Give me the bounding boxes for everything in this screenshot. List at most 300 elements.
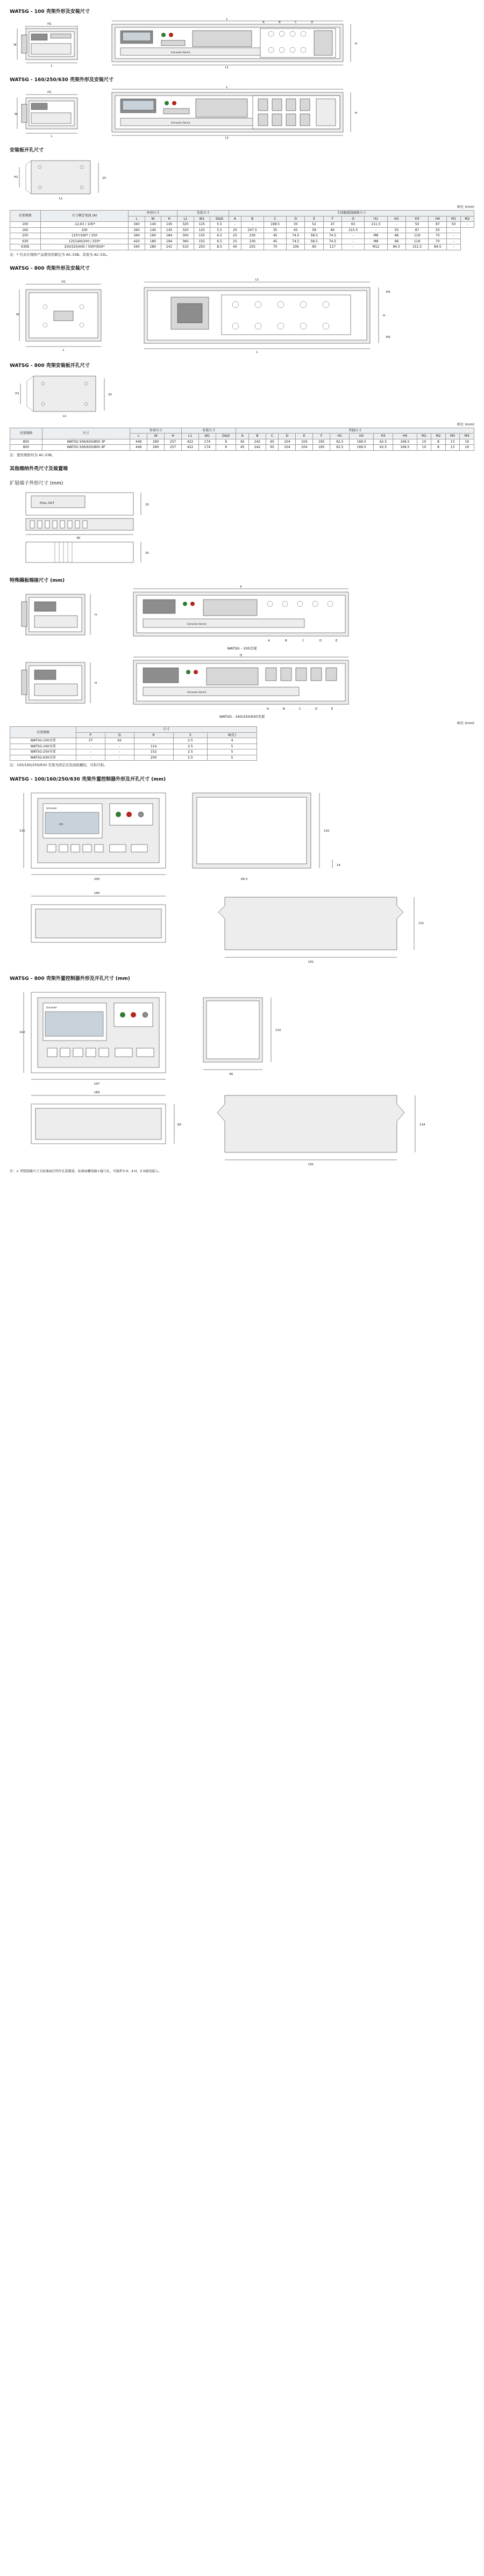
table-3-wrapper xyxy=(10,726,474,767)
table-cell: 360 xyxy=(177,239,194,244)
table-cell: 25 xyxy=(229,239,241,244)
table-cell: 84.5 xyxy=(387,244,405,250)
th-H2: H2 xyxy=(387,216,405,222)
drawing-watsg-160-250-630 xyxy=(10,85,474,139)
table-cell: 194 xyxy=(161,239,177,244)
dim-191: 191 xyxy=(308,960,314,964)
table-cell: 125 xyxy=(194,227,210,233)
table-cell: 58.5 xyxy=(305,239,323,244)
svg-text:H: H xyxy=(95,682,97,686)
table-cell: 211.5 xyxy=(365,222,387,228)
svg-text:H: H xyxy=(355,42,358,46)
dim-197: 197 xyxy=(94,1082,100,1086)
table-cell: 58.5 xyxy=(305,233,323,239)
table-cell: 174 xyxy=(199,439,216,445)
th3-S: S xyxy=(173,732,207,738)
table-cell: 198.5 xyxy=(264,222,286,228)
table-cell: 290 xyxy=(147,439,165,445)
svg-text:Schneider Electric: Schneider Electric xyxy=(187,691,207,694)
th2-other: 其他尺寸 xyxy=(236,428,474,434)
svg-text:D: D xyxy=(315,708,318,711)
th2-D: D xyxy=(279,434,296,439)
th2-M1: M1 xyxy=(417,434,431,439)
th-H3: H3 xyxy=(405,216,428,222)
section-5-title: WATSG - 800 壳架安装板开孔尺寸 xyxy=(10,363,90,369)
th2-L1: L1 xyxy=(182,434,199,439)
table-cell: - xyxy=(76,749,105,755)
dim-14: 14 xyxy=(337,863,340,867)
table-cell: 449 xyxy=(130,439,147,445)
table-cell: 320 xyxy=(177,227,194,233)
table-cell: M8 xyxy=(365,239,387,244)
table-cell: 169.5 xyxy=(350,439,374,445)
section-7-title: 特殊隔板端接尺寸 (mm) xyxy=(10,578,65,584)
table-cell: - xyxy=(229,222,241,228)
unit-label-3: 单位 (mm) xyxy=(457,721,474,726)
th2-E: E xyxy=(296,434,313,439)
table-cell: 5 xyxy=(208,744,257,749)
pull-out-text: PULL OUT xyxy=(40,502,54,506)
table-cell-current: 250/320/400 / 500*/630* xyxy=(40,244,129,250)
svg-text:20: 20 xyxy=(108,393,112,396)
th2-H2: H2 xyxy=(350,434,374,439)
table-cell: 207.5 xyxy=(241,227,264,233)
th2-outline: 外形尺寸 xyxy=(130,428,182,434)
table-cell: 45 xyxy=(264,239,286,244)
section-6 xyxy=(10,465,474,569)
th-L1: L1 xyxy=(177,216,194,222)
section-1-title: WATSG - 100 壳架外形及安装尺寸 xyxy=(10,9,90,15)
table-1-wrapper xyxy=(10,210,474,257)
table-cell: 119 xyxy=(405,233,428,239)
dim-189: 189 xyxy=(94,1091,100,1094)
table-cell-model: WATSG S06/630/800 3P xyxy=(42,439,130,445)
table-cell: 290 xyxy=(147,445,165,451)
table-cell: 5 xyxy=(208,755,257,761)
table-row xyxy=(10,749,257,755)
table-cell: 62 xyxy=(105,738,134,744)
table-cell: 50 xyxy=(429,227,447,233)
th3-frame: 壳架规格 xyxy=(10,727,76,738)
table-cell-frame: 100 xyxy=(10,222,41,228)
table-3-note: 注：100/160/250/630 壳架为固定安装面板螺栓，可拆可拆。 xyxy=(10,763,108,768)
th2-F: F xyxy=(313,434,330,439)
table-cell: 340 xyxy=(129,227,145,233)
unit-label-2: 单位 (mm) xyxy=(457,422,474,427)
section-6-title: 其他端纳外壳尺寸及装置端 xyxy=(10,466,68,472)
table-cell: 10 xyxy=(417,439,431,445)
table-cell: 230 xyxy=(241,233,264,239)
th2-H3: H3 xyxy=(373,434,393,439)
table-cell: 5.5 xyxy=(210,227,229,233)
table-cell: 242 xyxy=(248,439,266,445)
document-page xyxy=(0,8,484,1174)
drawing-800-plate-holes xyxy=(10,371,474,420)
svg-text:25: 25 xyxy=(145,503,149,507)
table-cell: 4 xyxy=(208,738,257,744)
table-cell: 155 xyxy=(194,239,210,244)
table-cell: - xyxy=(134,738,173,744)
table-cell-frame: WATSG-630壳架 xyxy=(10,755,76,761)
table-cell: 241 xyxy=(161,244,177,250)
busbar-caption-1: WATSG - 100壳架 xyxy=(227,646,257,651)
svg-text:A: A xyxy=(262,21,265,24)
table-cell: 2.5 xyxy=(173,738,207,744)
table-cell: 68 xyxy=(387,233,405,239)
table-cell: 13 xyxy=(445,445,460,451)
dim-134: 134 xyxy=(419,1123,425,1127)
th-H: H xyxy=(161,216,177,222)
table-cell: 20 xyxy=(229,227,241,233)
th-A: A xyxy=(229,216,241,222)
busbar-caption-2: WATSG - 160/250/630壳架 xyxy=(219,715,265,719)
table-cell: - xyxy=(76,744,105,749)
table-cell: 180 xyxy=(145,239,161,244)
svg-text:H2: H2 xyxy=(61,280,66,284)
table-cell: 174 xyxy=(199,445,216,451)
table-cell: 242 xyxy=(248,445,266,451)
table-cell-frame: WATSG-160壳架 xyxy=(10,744,76,749)
table-cell-frame: 630b xyxy=(10,244,41,250)
table-cell: 50 xyxy=(447,222,460,228)
table-cell: - xyxy=(447,227,460,233)
table-cell: 340 xyxy=(129,233,145,239)
table-cell: 215.5 xyxy=(342,227,365,233)
th2-W: W xyxy=(147,434,165,439)
drawing-mount-plate-holes xyxy=(10,155,474,203)
th-busbar: 主回路接线铜排尺寸 xyxy=(229,211,474,217)
table-row xyxy=(10,211,474,217)
table-cell: 230 xyxy=(241,239,264,244)
dim-191b: 191 xyxy=(308,1163,314,1166)
svg-text:C: C xyxy=(295,21,297,24)
table-cell-frame: 250 xyxy=(10,233,41,239)
table-cell: - xyxy=(447,244,460,250)
table-cell: 255 xyxy=(241,244,264,250)
th-mount: 安装尺寸 xyxy=(177,211,229,217)
svg-text:Q: Q xyxy=(239,654,243,658)
table-cell: 40 xyxy=(229,244,241,250)
svg-text:H: H xyxy=(355,112,358,115)
drawing-controller-small-cutout xyxy=(10,886,474,967)
table-cell: 2.5 xyxy=(173,755,207,761)
table-cell: 70 xyxy=(429,233,447,239)
table-cell: 6.5 xyxy=(210,233,229,239)
th2-M3: M3 xyxy=(445,434,460,439)
svg-text:L: L xyxy=(62,348,65,352)
table-cell: 104 xyxy=(279,439,296,445)
table-cell: 420 xyxy=(129,239,145,244)
table-cell: M12 xyxy=(365,244,387,250)
table-cell: 68 xyxy=(387,239,405,244)
svg-text:ATS: ATS xyxy=(59,822,63,826)
table-cell: - xyxy=(105,744,134,749)
svg-text:A: A xyxy=(268,639,270,643)
table-cell: 422 xyxy=(182,439,199,445)
svg-text:20: 20 xyxy=(102,177,106,180)
svg-text:25: 25 xyxy=(145,552,149,555)
drawing-watsg-800 xyxy=(10,273,474,354)
svg-text:L: L xyxy=(256,350,258,354)
th2-W1: W1 xyxy=(199,434,216,439)
svg-text:B: B xyxy=(279,21,281,24)
th3-R: R xyxy=(134,732,173,738)
table-cell: 449 xyxy=(130,445,147,451)
svg-text:L1: L1 xyxy=(225,136,229,139)
th2-M2: M2 xyxy=(431,434,446,439)
svg-text:H1: H1 xyxy=(14,176,18,179)
th-C: C xyxy=(264,216,286,222)
dim-80b: 80 xyxy=(177,1123,181,1127)
table-cell: 125 xyxy=(194,222,210,228)
svg-text:E: E xyxy=(331,708,333,711)
table-cell: 6.5 xyxy=(210,239,229,244)
table-cell-frame: 160 xyxy=(10,227,41,233)
table-cell: 37 xyxy=(76,738,105,744)
drawing-busbar-100 xyxy=(10,586,474,651)
table-cell: 58 xyxy=(305,227,323,233)
th2-A: A xyxy=(236,434,249,439)
table-cell: - xyxy=(365,227,387,233)
drawing-busbar-160 xyxy=(10,654,474,719)
table-cell: 62.5 xyxy=(330,439,350,445)
table-cell: 140 xyxy=(145,227,161,233)
table-cell-frame: 630 xyxy=(10,239,41,244)
drawing-controller-small xyxy=(10,784,474,886)
svg-text:Schneider Electric: Schneider Electric xyxy=(171,51,191,54)
table-row xyxy=(10,744,257,749)
svg-text:80: 80 xyxy=(76,537,81,540)
th2-DD: D&D xyxy=(216,434,236,439)
svg-text:L: L xyxy=(226,18,228,21)
dim-80: 80 xyxy=(229,1072,233,1076)
table-cell: 70 xyxy=(429,239,447,244)
dim-132: 132 xyxy=(275,1028,281,1032)
table-2-note: 注：使用规格均为 AC-33B。 xyxy=(10,452,55,457)
svg-text:E: E xyxy=(336,639,338,643)
svg-text:C: C xyxy=(299,708,301,711)
table-row xyxy=(10,222,474,228)
section-9-title: WATSG - 100/160/250/630 壳架外置控制器外形及开孔尺寸 (mm) xyxy=(10,776,166,782)
svg-text:B: B xyxy=(283,708,285,711)
table-cell: 320 xyxy=(177,222,194,228)
table-cell: 52 xyxy=(305,222,323,228)
th2-B: B xyxy=(248,434,266,439)
table-cell: 35 xyxy=(264,227,286,233)
footer-note: 注：> 型控制器尺寸关标准面注明开孔装数值，标准面螺电路+接口孔，可接件3 H、4 H、5 H接电接入。 xyxy=(10,1169,162,1173)
section-2 xyxy=(10,76,474,139)
drawing-expand-terminal xyxy=(10,488,474,569)
section-10-title: WATSG - 800 壳架外置控制器外形及开孔尺寸 (mm) xyxy=(10,976,130,982)
table-cell: 74.5 xyxy=(323,239,341,244)
table-1-note: 注：* 代表在规格产品使用的额定为 AC-33B。其他为 AC-33L。 xyxy=(10,252,110,257)
svg-text:W: W xyxy=(13,44,17,47)
table-cell: 195 xyxy=(313,439,330,445)
section-9 xyxy=(10,775,474,967)
th3-size: 尺寸 xyxy=(76,727,257,733)
table-cell: 70 xyxy=(264,244,286,250)
table-cell: 257 xyxy=(165,439,182,445)
table-cell: 140 xyxy=(145,222,161,228)
table-cell: 340 xyxy=(129,222,145,228)
svg-text:A: A xyxy=(267,708,269,711)
table-cell: 155 xyxy=(194,233,210,239)
table-cell: 114 xyxy=(134,744,173,749)
svg-text:B: B xyxy=(285,639,287,643)
table-cell: 151.5 xyxy=(405,244,428,250)
table-cell: 145 xyxy=(161,227,177,233)
section-4-title: WATSG - 800 壳架外形及安装尺寸 xyxy=(10,265,90,271)
svg-text:L1: L1 xyxy=(255,278,259,282)
table-row xyxy=(10,727,257,733)
section-1 xyxy=(10,8,474,68)
table-row xyxy=(10,738,257,744)
th-frame: 壳架规格 xyxy=(10,211,41,222)
table-cell: 5 xyxy=(208,749,257,755)
table-cell: - xyxy=(342,244,365,250)
table-cell: 117 xyxy=(323,244,341,250)
dim-190: 190 xyxy=(94,891,100,895)
th3-Q: Q xyxy=(105,732,134,738)
th-M2: M2 xyxy=(460,216,474,222)
th2-H: H xyxy=(165,434,182,439)
drawing-controller-big xyxy=(10,984,474,1086)
table-cell: 300 xyxy=(177,233,194,239)
spec-table-1 xyxy=(10,210,474,250)
svg-text:C: C xyxy=(302,639,304,643)
th-H4: H4 xyxy=(429,216,447,222)
section-7 xyxy=(10,576,474,725)
table-cell: 19 xyxy=(460,445,474,451)
table-cell: 250 xyxy=(194,244,210,250)
table-cell: 30 xyxy=(287,222,305,228)
table-cell: - xyxy=(460,222,474,228)
th3-P: P xyxy=(76,732,105,738)
table-cell: 65 xyxy=(266,439,279,445)
table-cell: 65 xyxy=(287,227,305,233)
table-cell-frame: 800 xyxy=(10,439,42,445)
table-cell: 25 xyxy=(229,233,241,239)
table-cell: - xyxy=(105,755,134,761)
table-cell: 50 xyxy=(405,222,428,228)
dim-665: 66.5 xyxy=(241,877,248,881)
section-6b-title: 扩展端子外形尺寸 (mm) xyxy=(10,481,63,487)
table-cell: 152 xyxy=(134,749,173,755)
table-cell: 47 xyxy=(323,222,341,228)
th2-M4: M4 xyxy=(460,434,474,439)
th-DD: D&D xyxy=(210,216,229,222)
table-row xyxy=(10,428,474,434)
table-cell: 8 xyxy=(431,445,446,451)
svg-text:L1: L1 xyxy=(225,66,229,68)
table-cell: 62.5 xyxy=(373,439,393,445)
svg-text:W: W xyxy=(15,113,18,116)
table-cell: 510 xyxy=(177,244,194,250)
th-D: D xyxy=(287,216,305,222)
table-cell: 74.5 xyxy=(287,233,305,239)
th-L: L xyxy=(129,216,145,222)
table-cell: - xyxy=(387,222,405,228)
table-cell: 74.5 xyxy=(287,239,305,244)
svg-text:H: H xyxy=(383,314,386,318)
th-M1: M1 xyxy=(447,216,460,222)
section-5 xyxy=(10,362,474,427)
drawing-controller-big-cutout xyxy=(10,1086,474,1166)
th-W: W xyxy=(145,216,161,222)
svg-text:H1: H1 xyxy=(15,392,19,395)
table-row xyxy=(10,755,257,761)
svg-text:L: L xyxy=(51,135,53,138)
svg-text:H: H xyxy=(95,614,97,617)
drawing-watsg-100 xyxy=(10,17,474,68)
table-cell: 184 xyxy=(161,233,177,239)
dim-130: 130 xyxy=(19,829,25,833)
th2-C: C xyxy=(266,434,279,439)
table-cell: 84 xyxy=(323,227,341,233)
table-cell: 195 xyxy=(313,445,330,451)
svg-text:H1: H1 xyxy=(47,91,52,94)
section-4 xyxy=(10,264,474,354)
svg-text:L1: L1 xyxy=(62,414,67,418)
table-cell: 9 xyxy=(216,445,236,451)
table-cell: 19 xyxy=(460,439,474,445)
th2-H4: H4 xyxy=(393,434,417,439)
table-cell-frame: WATSG-250壳架 xyxy=(10,749,76,755)
th-F: F xyxy=(323,216,341,222)
th3-N: N(孔) xyxy=(208,732,257,738)
dim-120: 120 xyxy=(324,829,330,833)
table-row xyxy=(10,439,474,445)
table-cell-current: 125*/160* / 250 xyxy=(40,233,129,239)
table-cell: 90 xyxy=(305,244,323,250)
svg-text:M1: M1 xyxy=(386,290,391,294)
table-2-wrapper xyxy=(10,428,474,457)
dim-200: 200 xyxy=(94,877,100,881)
th2-frame: 壳架规格 xyxy=(10,428,42,439)
svg-text:W: W xyxy=(16,313,19,316)
table-cell: - xyxy=(447,233,460,239)
table-cell: 160 xyxy=(145,233,161,239)
th2-mount: 安装尺寸 xyxy=(182,428,236,434)
table-cell-current: 100 xyxy=(40,227,129,233)
table-cell: 2.5 xyxy=(173,744,207,749)
table-cell: M8 xyxy=(365,233,387,239)
table-cell: 13 xyxy=(445,439,460,445)
table-cell: - xyxy=(447,239,460,244)
svg-text:Schneider: Schneider xyxy=(46,806,58,810)
table-cell: 62.5 xyxy=(330,445,350,451)
th2-size: 尺寸 xyxy=(42,428,130,439)
th-H1: H1 xyxy=(365,216,387,222)
section-10 xyxy=(10,975,474,1166)
table-cell: 169.5 xyxy=(393,439,417,445)
table-cell: 5.5 xyxy=(210,222,229,228)
table-cell: 169.5 xyxy=(393,445,417,451)
table-cell: - xyxy=(105,749,134,755)
table-cell-frame: 800 xyxy=(10,445,42,451)
unit-label-1: 单位 (mm) xyxy=(457,205,474,209)
spec-table-3 xyxy=(10,726,257,761)
table-cell: 169.5 xyxy=(350,445,374,451)
svg-text:D: D xyxy=(311,21,314,24)
table-cell: 8 xyxy=(431,439,446,445)
svg-text:Schneider Electric: Schneider Electric xyxy=(171,121,191,124)
table-cell: 87 xyxy=(429,222,447,228)
spec-table-2 xyxy=(10,428,474,451)
th-G: G xyxy=(342,216,365,222)
table-cell: 200 xyxy=(134,755,173,761)
table-cell: 45 xyxy=(264,233,286,239)
